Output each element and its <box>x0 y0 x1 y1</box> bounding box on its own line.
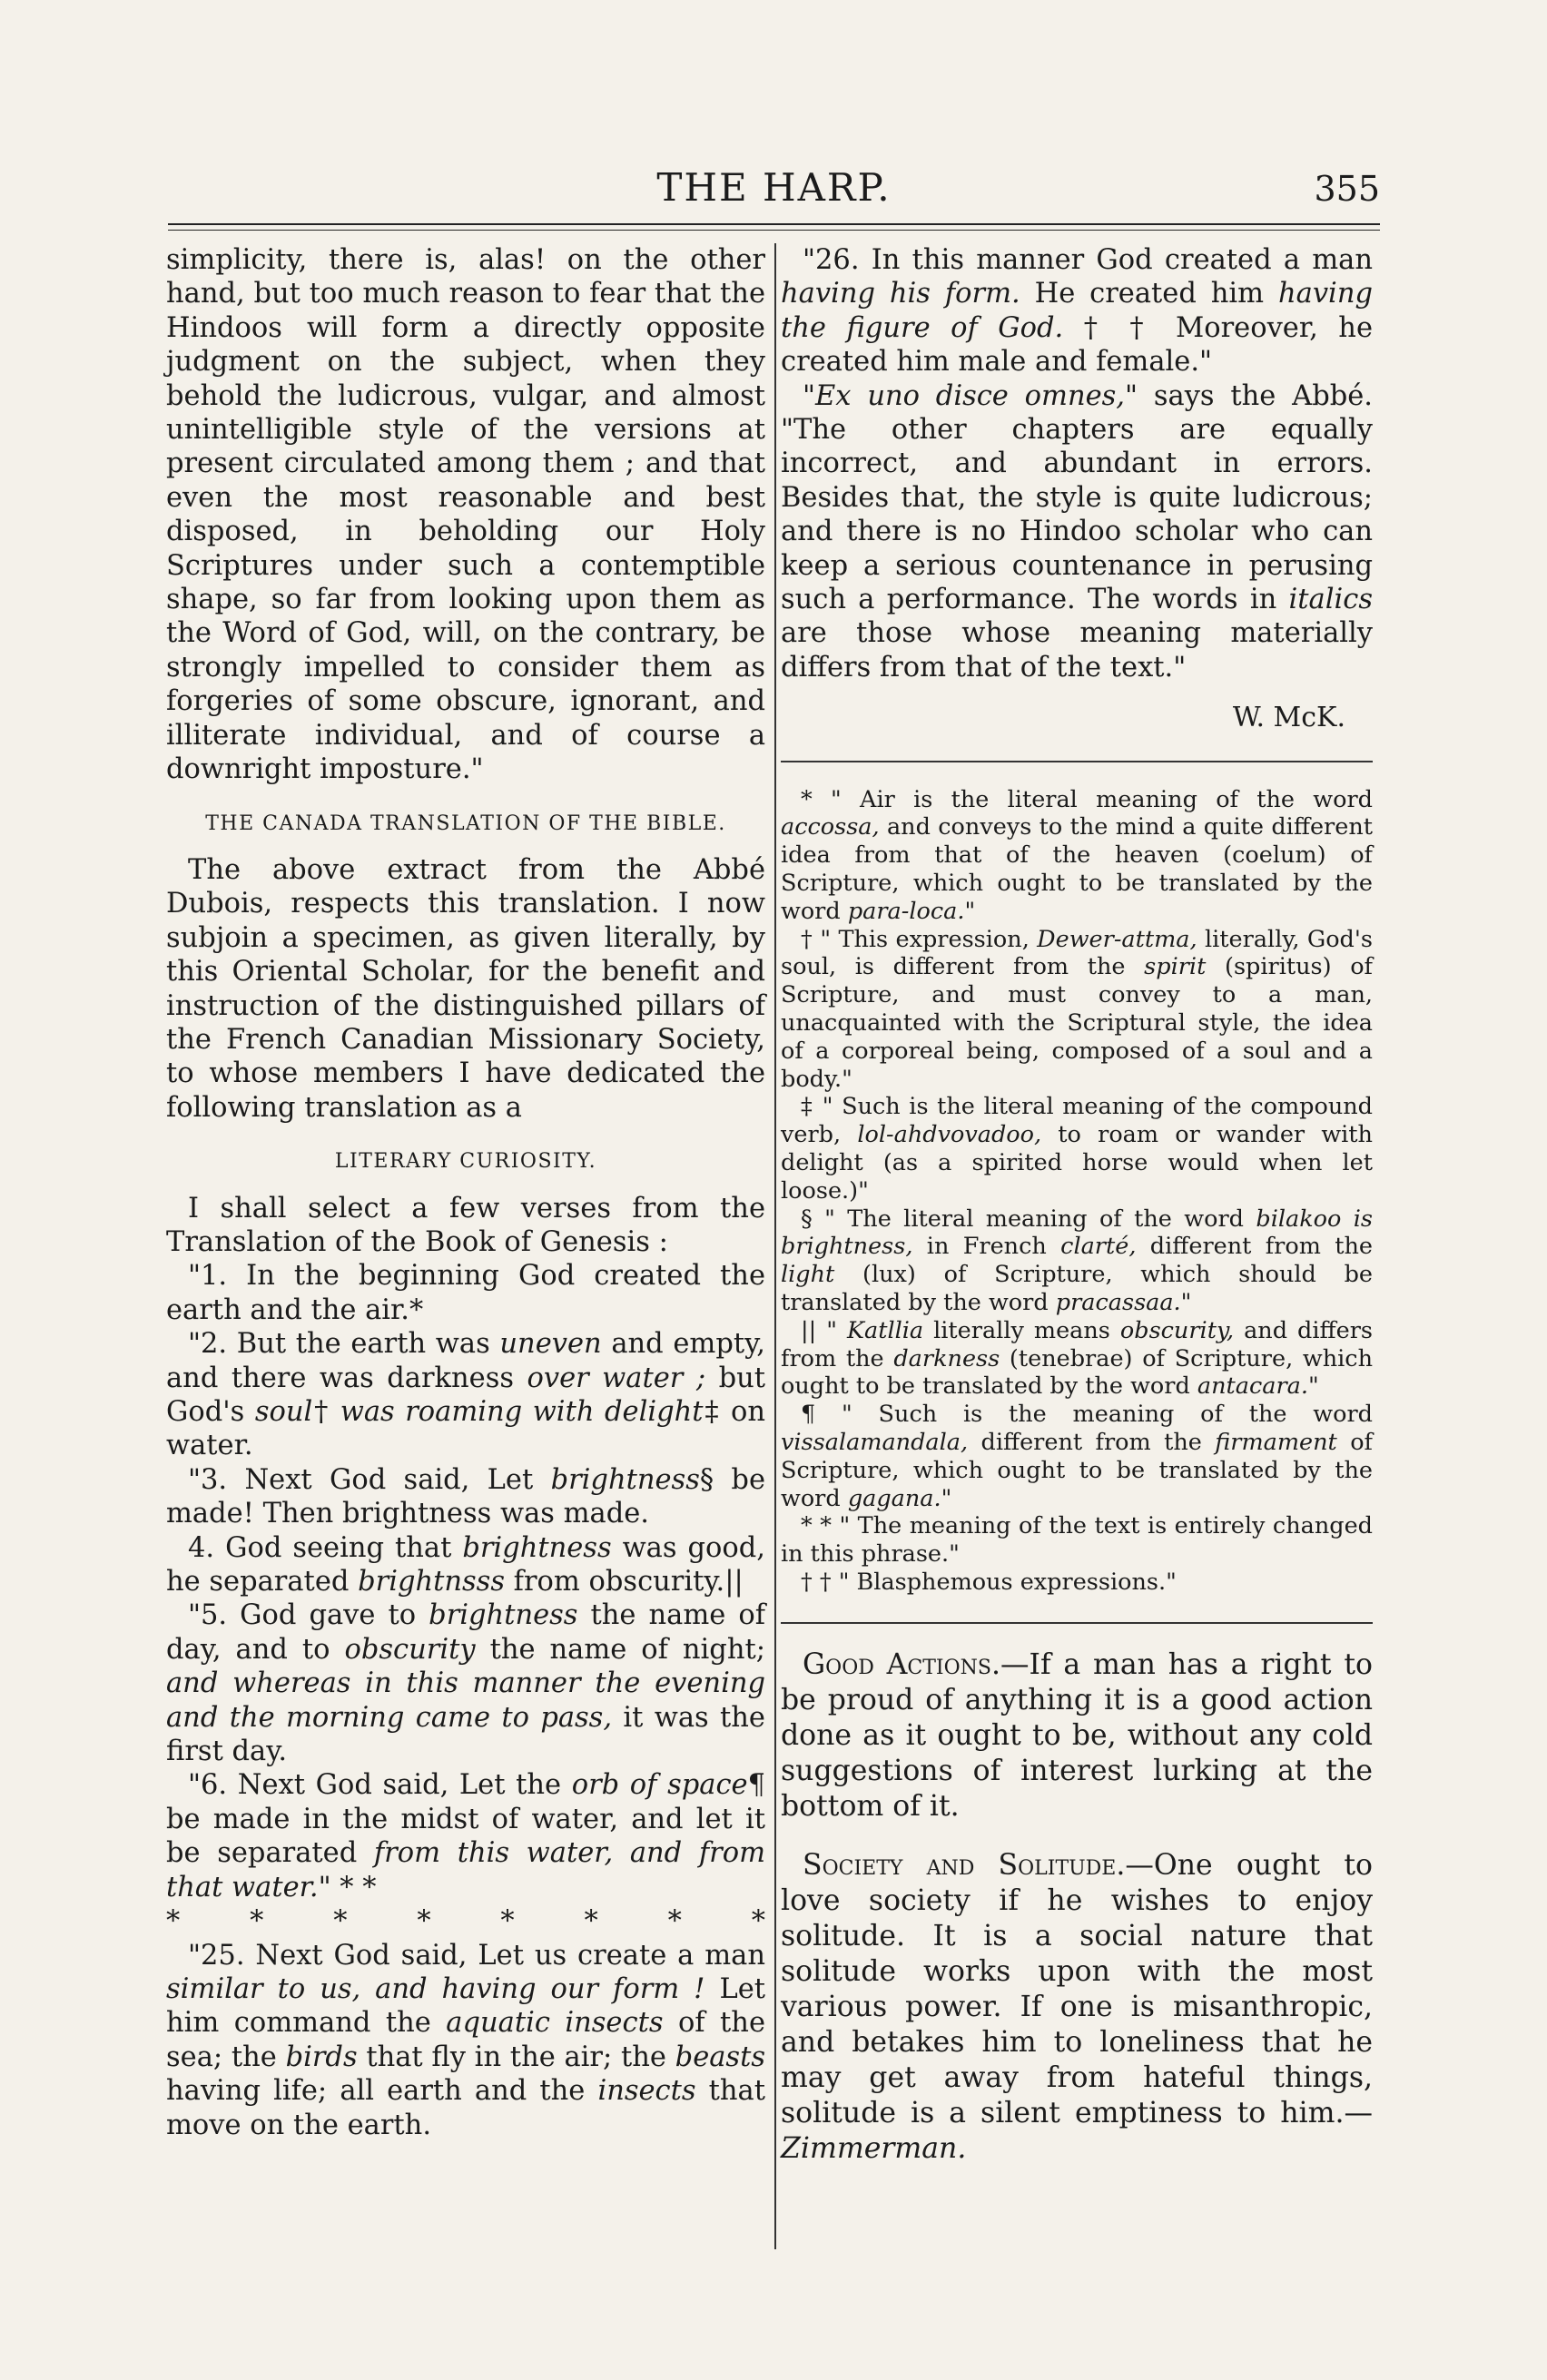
verse-26-text: † † Moreover, he created him male and female." <box>781 311 1373 379</box>
ellipsis-stars: * * * * * * * * <box>166 1905 765 1938</box>
footnote-text: in French <box>912 1233 1061 1261</box>
footnote-obscurity <box>781 1317 1373 1401</box>
verse-25-text: "25. Next God said, Let us create a man <box>188 1939 765 1972</box>
verse-26 <box>781 243 1373 379</box>
verse-4 <box>166 1531 765 1599</box>
verse-6-text: ¶ be made in the midst of water, and let it be separated <box>166 1769 765 1870</box>
footnote-text: " <box>941 1484 952 1512</box>
verse-2-text: and empty, and there was darkness <box>166 1328 765 1394</box>
footnote-italic: Katllia <box>846 1316 924 1344</box>
section-heading-canada-translation: THE CANADA TRANSLATION OF THE BIBLE. <box>205 811 726 835</box>
page-number: 355 <box>1314 169 1380 209</box>
footnote-text: (spiritus) of Scripture, and must convey to a man, unacquainted with the Scriptural style, the idea of a corporeal being, composed of a soul and a body." <box>781 953 1373 1093</box>
essay-body: —If a man has a right to be proud of anything it is a good action done as it ought to be, without any cold suggestions of interest lurking at the bottom of it. <box>781 1647 1374 1823</box>
footnote-text: || " <box>801 1316 847 1344</box>
paragraph-subjoin: The above extract from the Abbé Dubois, respects this translation. I now subjoin a specimen, as given literally, by this Oriental Scholar, for the benefit and instruction of the distinguished pillars of the French Canadian Missionary Society, to whose members I have dedicated the following translation as a <box>166 853 765 1124</box>
verse-25-italic: birds <box>285 2041 358 2073</box>
verse-26-italic: having the figure of God. <box>781 278 1373 344</box>
footnote-italic: vissalamandala, <box>781 1429 969 1457</box>
footnote-text: " <box>964 897 976 925</box>
verse-25-text: of the sea; the <box>166 2007 766 2073</box>
verse-4-text: was good, he separated <box>166 1531 765 1598</box>
essay-heading: Good Actions. <box>803 1647 1000 1681</box>
verse-26-text: He created him <box>1020 278 1278 310</box>
verse-5-text: "5. God gave to <box>188 1599 429 1632</box>
footnote-soul <box>781 926 1373 1094</box>
footnote-italic: lol-ahdvovadoo, <box>857 1121 1042 1149</box>
verse-6-text: " * * <box>318 1871 377 1903</box>
footnote-text: literally means <box>923 1316 1120 1344</box>
verse-2-text: † <box>312 1396 340 1428</box>
verse-6-italic: from this water, and from that water. <box>166 1837 765 1903</box>
verse-3 <box>166 1463 765 1531</box>
journal-title: THE HARP. <box>656 165 892 210</box>
verse-25-text: that fly in the air; the <box>357 2041 675 2073</box>
verse-25-text: Let him command the <box>166 1972 765 2040</box>
verse-3-text: "3. Next God said, Let <box>188 1463 551 1496</box>
verse-25-text: having life; all earth and the <box>166 2075 598 2108</box>
verse-5-text: it was the first day. <box>166 1701 765 1768</box>
essay-society-solitude <box>781 1848 1373 2167</box>
verse-3-italic: brightness <box>550 1463 700 1496</box>
footnote-italic: light <box>781 1261 835 1289</box>
verse-26-italic: having his form. <box>781 278 1020 310</box>
essay-heading: Society and Solitude. <box>803 1848 1126 1882</box>
footnote-text: " <box>1180 1289 1192 1317</box>
verse-2-text: ‡ on water. <box>166 1396 765 1462</box>
verse-4-text: from obscurity.|| <box>504 1566 744 1598</box>
verse-6-italic: orb of space <box>571 1769 748 1802</box>
footnote-firmament <box>781 1401 1373 1512</box>
footnote-text: to roam or wander with delight (as a spirited horse would when let loose.)" <box>781 1121 1373 1205</box>
verse-6 <box>166 1768 765 1904</box>
verse-5 <box>166 1598 765 1768</box>
footnote-italic: Dewer-attma, <box>1037 925 1197 953</box>
footnote-text: of Scripture, which ought to be translated by the word <box>781 1429 1373 1512</box>
footnote-italic: para-loca. <box>847 897 965 925</box>
footnote-italic: clarté, <box>1060 1233 1137 1261</box>
footnote-italic: firmament <box>1215 1429 1337 1457</box>
section-heading-literary-curiosity: LITERARY CURIOSITY. <box>334 1150 597 1174</box>
verse-4-italic: brightnsss <box>358 1566 505 1598</box>
footnote-italic: darkness <box>893 1344 1000 1372</box>
verse-4-text: 4. God seeing that <box>188 1531 463 1564</box>
verse-2-text: "2. But the earth was <box>188 1328 500 1361</box>
verse-25-italic: aquatic insects <box>446 2007 664 2040</box>
verse-25-italic: beasts <box>675 2041 765 2073</box>
paragraph-dubois-quote: simplicity, there is, alas! on the other hand, but too much reason to fear that the Hindoos will form a directly opposite judgment on the subject, when they behold the ludicrous, vulgar, and almost unintelligible style of the versions at present circulated among them ; and that even the most reasonable and best disposed, in beholding our Holy Scriptures under such a contemptible shape, so far from looking upon them as the Word of God, will, on the contrary, be strongly impelled to consider them as forgeries of some obscure, ignorant, and illiterate individual, and of course a downright imposture." <box>166 244 765 786</box>
verse-1: "1. In the beginning God created the earth and the air.* <box>166 1260 765 1326</box>
verse-2-italic: soul <box>254 1396 313 1428</box>
footnote-italic: antacara. <box>1197 1372 1308 1401</box>
footnote-text: § " The literal meaning of the word <box>801 1205 1256 1233</box>
paragraph-select-verses: I shall select a few verses from the Translation of the Book of Genesis : <box>166 1192 765 1258</box>
footnote-italic: accossa, <box>781 813 880 841</box>
footnote-air <box>781 786 1373 926</box>
footnote-text: literally, God's soul, is different from the <box>781 925 1373 981</box>
verse-26-text: "26. In this manner God created a man <box>803 244 1373 276</box>
column-divider <box>774 243 776 2249</box>
essay-good-actions <box>781 1647 1373 1824</box>
abbe-quote-text: " <box>803 379 816 412</box>
footnote-text: " <box>1307 1372 1319 1401</box>
verse-3-text: § be made! Then brightness was made. <box>166 1463 765 1530</box>
verse-25-italic: insects <box>597 2075 696 2108</box>
header-rule <box>168 223 1380 225</box>
abbe-quote-italic: italics <box>1288 584 1373 616</box>
essays <box>781 1647 1373 2167</box>
abbe-quote-text: " says the Abbé. "The other chapters are equally incorrect, and abundant in errors. Besides that, the style is quite ludicrous; and there is no Hindoo scholar who can keep a serious countenance in perusing such a performance. The words in <box>781 379 1374 616</box>
verse-25-text: that move on the earth. <box>166 2075 765 2141</box>
running-header <box>168 165 1380 220</box>
footnote-text: and differs from the <box>781 1316 1374 1372</box>
footnote-text: and conveys to the mind a quite different idea from that of the heaven (coelum) of Scripture, which ought to be translated by the word <box>781 813 1373 925</box>
abbe-quote-text: are those whose meaning materially differs from that of the text." <box>781 617 1373 684</box>
footnote-text: different from the <box>1136 1233 1373 1261</box>
essay-body: —One ought to love society if he wishes to enjoy solitude. It is a social nature that solitude works upon with the most various power. If one is misanthropic, and betakes him to loneliness that he may get away from hateful things, solitude is a silent emptiness to him.— <box>781 1848 1373 2129</box>
verse-2 <box>166 1327 765 1463</box>
footnote-blasphemous: † † " Blasphemous expressions." <box>801 1569 1177 1596</box>
footnote-italic: obscurity, <box>1119 1316 1235 1344</box>
left-column <box>166 243 765 2142</box>
footnotes <box>781 786 1373 1597</box>
footnote-text: (lux) of Scripture, which should be translated by the word <box>781 1261 1373 1317</box>
footnote-changed: * * " The meaning of the text is entirely changed in this phrase." <box>781 1512 1373 1569</box>
footnote-text: different from the <box>968 1429 1216 1457</box>
footnote-text: ‡ " Such is the literal meaning of the compound verb, <box>781 1093 1373 1149</box>
verse-5-text: the name of night; <box>475 1633 766 1666</box>
verse-5-text: the name of day, and to <box>166 1599 765 1666</box>
verse-5-italic: and whereas in this manner the evening and the morning came to pass, <box>166 1667 765 1734</box>
footnote-italic: bilakoo is brightness, <box>781 1205 1374 1261</box>
footnote-italic: spirit <box>1144 953 1207 981</box>
abbe-quote <box>781 379 1373 685</box>
verse-25 <box>166 1939 765 2142</box>
footnote-italic: pracassaa. <box>1055 1289 1181 1317</box>
author-signature: W. McK. <box>1232 702 1345 734</box>
verse-4-italic: brightness <box>462 1531 612 1564</box>
section-rule <box>781 1622 1373 1624</box>
footnote-text: (tenebrae) of Scripture, which ought to be translated by the word <box>781 1344 1374 1401</box>
verse-2-italic: was roaming with delight <box>340 1396 704 1428</box>
verse-2-italic: uneven <box>499 1328 602 1361</box>
verse-2-text: but God's <box>166 1362 765 1428</box>
essay-author: Zimmerman. <box>781 2131 967 2165</box>
footnote-text: * " Air is the literal meaning of the word <box>801 785 1373 813</box>
section-rule <box>781 761 1373 762</box>
footnote-text: † " This expression, <box>801 925 1038 953</box>
right-column <box>781 243 1373 2190</box>
verse-2-italic: over water ; <box>527 1362 706 1394</box>
verse-6-text: "6. Next God said, Let the <box>188 1769 572 1802</box>
header-rule-thin <box>168 230 1380 231</box>
footnote-italic: gagana. <box>847 1484 941 1512</box>
verse-5-italic: obscurity <box>344 1633 476 1666</box>
footnote-roam <box>781 1093 1373 1205</box>
footnote-text: ¶ " Such is the meaning of the word <box>801 1401 1373 1429</box>
footnote-brightness <box>781 1205 1373 1317</box>
verse-25-italic: similar to us, and having our form ! <box>166 1972 705 2005</box>
verse-5-italic: brightness <box>429 1599 578 1632</box>
abbe-quote-italic: Ex uno disce omnes, <box>815 379 1126 412</box>
